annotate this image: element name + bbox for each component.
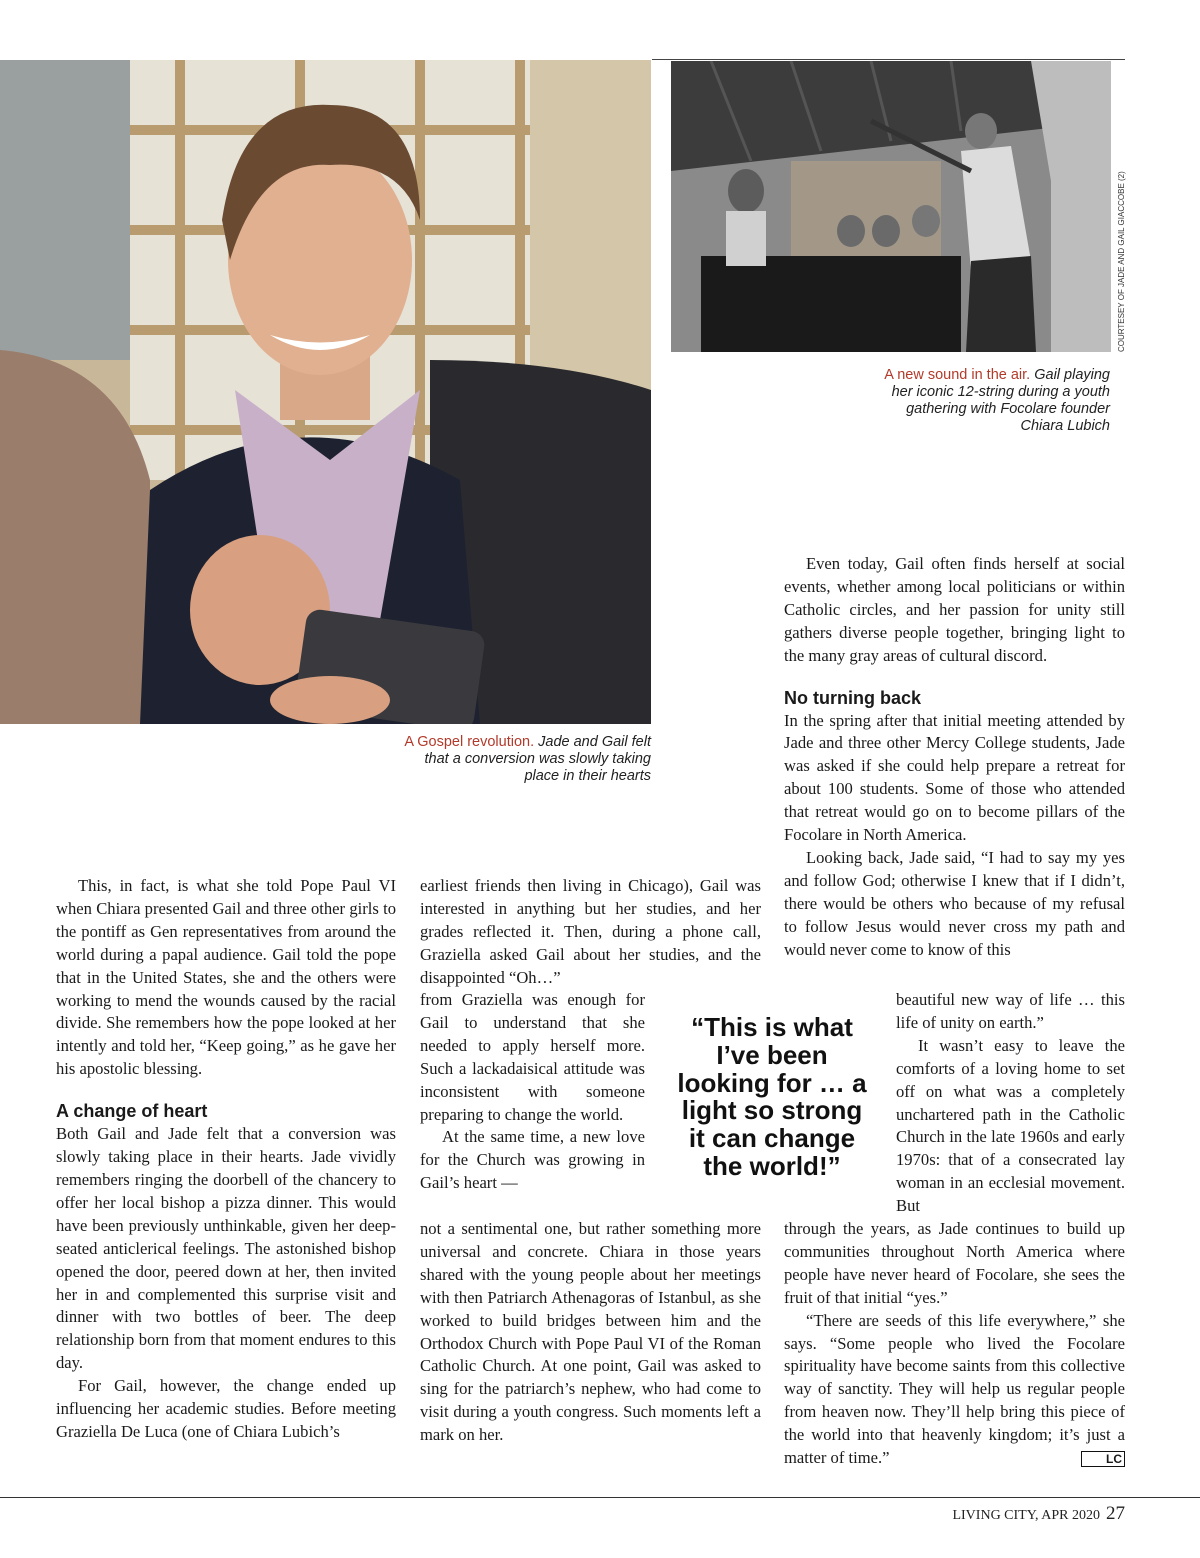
- main-photo-caption: [395, 734, 651, 785]
- paragraph: Both Gail and Jade felt that a conversion was slowly taking place in their hearts. Jade vividly remembers ringing the doorbell of the chancery to offer her local bishop a pizza dinner. This would have been previously unthinkable, given her deep-seated anticlerical feelings. The astonished bishop opened the door, peered down at her, then invited her in and complemented this surprise visit and dinner with two bottles of beer. The deep relationship born from that moment endures to this day.: [56, 1124, 396, 1373]
- paragraph: For Gail, however, the change ended up influencing her academic studies. Before meeting Graziella De Luca (one of Chiara Lubich’s: [56, 1376, 396, 1441]
- paragraph: [784, 1310, 1125, 1470]
- side-photo: [671, 61, 1111, 352]
- article-column-3-narrow: [896, 989, 1125, 1218]
- article-column-3-lower: [784, 1218, 1125, 1470]
- pull-quote: “This is what I’ve been looking for … a light so strong it can change the world!”: [677, 1012, 867, 1181]
- paragraph: from Graziella was enough for Gail to understand that she needed to apply herself more. Such a lackadaisical attitude was inconsistent with someone preparing to change the world.: [420, 990, 645, 1124]
- paragraph: This, in fact, is what she told Pope Paul VI when Chiara presented Gail and three other girls to the pontiff as Gen representatives from around the world during a papal audience. Gail told the pope that in the United States, she and the others were working to mend the wounds caused by the racial divide. She remembers how the pope looked at her intently and told her, “Keep going,” as he gave her his apostolic blessing.: [56, 876, 396, 1079]
- page-number: 27: [1106, 1503, 1125, 1524]
- caption-text: Jade and Gail felt that a conversion was slowly taking place in their hearts: [424, 734, 651, 784]
- paragraph: Looking back, Jade said, “I had to say my yes and follow God; otherwise I knew that if I didn’t, there would be others who because of my refusal to follow Jesus would never cross my path and would never come to know of this: [784, 847, 1125, 959]
- section-heading: No turning back: [784, 687, 922, 708]
- side-photo-caption: [870, 367, 1110, 435]
- footer: [952, 1503, 1125, 1525]
- paragraph: At the same time, a new love for the Church was growing in Gail’s heart —: [420, 1127, 645, 1193]
- article-column-2-lower: [420, 1218, 761, 1447]
- main-photo: [0, 60, 651, 724]
- article-column-2-narrow: [420, 989, 645, 1195]
- paragraph: It wasn’t easy to leave the comforts of a loving home to set off on what was a completely unchartered path in the Catholic Church in the late 1960s and early 1970s: that of a consecrated lay woman in an ecclesial movement. But: [896, 1035, 1125, 1216]
- paragraph: earliest friends then living in Chicago), Gail was interested in anything but her studies, and her grades reflected it. Then, during a phone call, Graziella asked Gail about her studies, and the disappointed “Oh…”: [420, 876, 761, 987]
- end-mark: LC: [1081, 1451, 1125, 1467]
- caption-text: Gail playing her iconic 12-string during a youth gathering with Focolare founder Chiara Lubich: [891, 367, 1110, 434]
- photo-credit: COURTESEY OF JADE AND GAIL GIACCOBE (2): [1117, 171, 1126, 352]
- paragraph-text: “There are seeds of this life everywhere,” she says. “Some people who lived the Focolare spirituality have become saints from this collective way of sanctity. They will help us regular people from heaven now. They’ll help bring this piece of the world into that heavenly kingdom; it’s just a matter of time.”: [784, 1310, 1125, 1468]
- caption-lead: A Gospel revolution.: [404, 734, 535, 750]
- paragraph: beautiful new way of life … this life of unity on earth.”: [896, 990, 1125, 1032]
- caption-lead: A new sound in the air.: [884, 367, 1031, 383]
- paragraph: Even today, Gail often finds herself at social events, whether among local politicians or within Catholic circles, and her passion for unity still gathers diverse people together, bringing light to the many gray areas of cultural discord.: [784, 554, 1125, 665]
- article-column-2: [420, 875, 761, 990]
- paragraph: In the spring after that initial meeting attended by Jade and three other Mercy College students, Jade was asked if she could help prepare a retreat for about 100 students. Some of those who attended that retreat would go on to become pillars of the Focolare in North America.: [784, 710, 1125, 845]
- paragraph: not a sentimental one, but rather something more universal and concrete. Chiara in those years shared with the young people about her meetings with then Patriarch Athenagoras of Istanbul, as she worked to build bridges between him and the Orthodox Church with Pope Paul VI of the Roman Catholic Church. At one point, Gail was asked to sing for the patriarch’s nephew, who had come to visit during a youth congress. Such moments left a mark on her.: [420, 1219, 761, 1445]
- top-rule: [652, 59, 1125, 60]
- article-column-3: [784, 553, 1125, 962]
- publication-name: LIVING CITY, APR 2020: [952, 1508, 1100, 1523]
- article-column-1: [56, 875, 396, 1444]
- section-heading: A change of heart: [56, 1101, 208, 1122]
- footer-rule: [0, 1497, 1200, 1498]
- paragraph: through the years, as Jade continues to build up communities throughout North America where people have never heard of Focolare, she sees the fruit of that initial “yes.”: [784, 1219, 1125, 1307]
